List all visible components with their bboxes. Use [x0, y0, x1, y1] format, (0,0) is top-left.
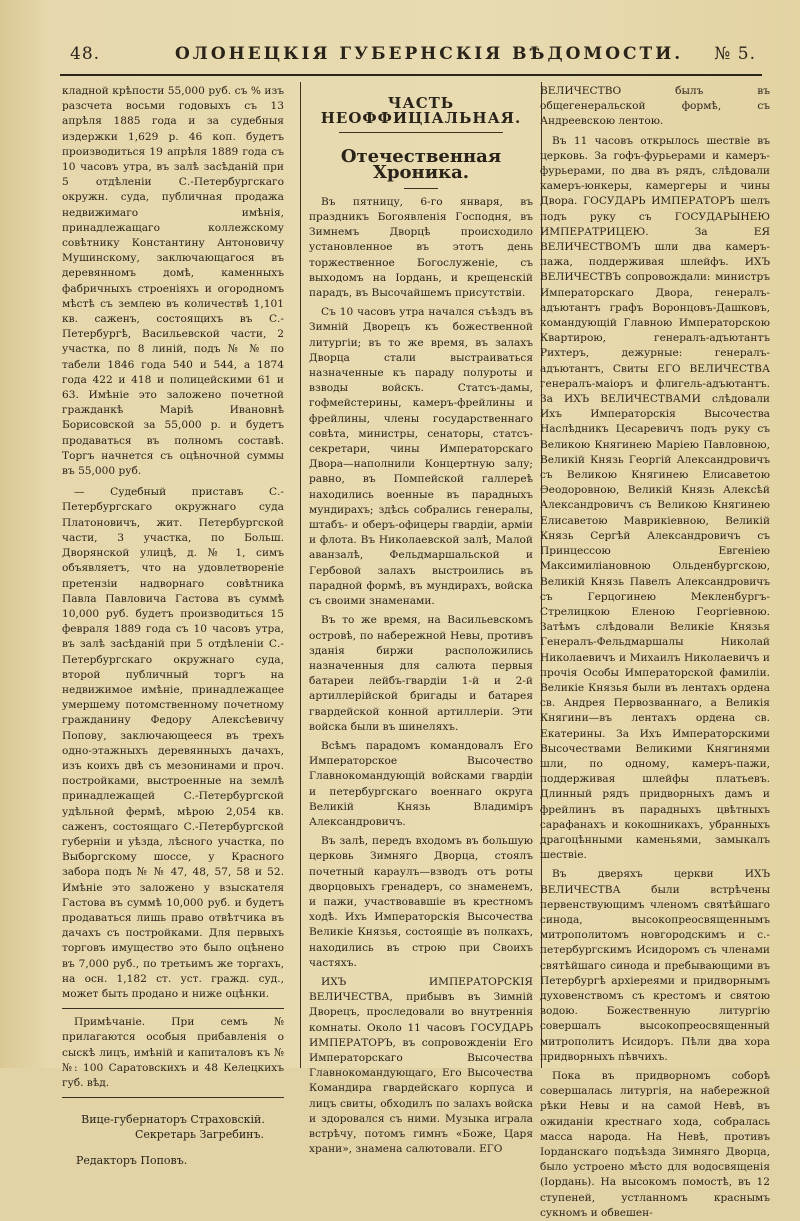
chronicle-paragraph: Съ 10 часовъ утра начался съѣздъ въ Зимній Дворецъ къ божественной литургіи; въ то же время, въ залахъ Дворца стали выстраиваться назначенные къ параду полуроты и взводы войскъ. Статсъ-дамы, гофмейстерины, камеръ-фрейлины и фрейлины, члены государственнаго совѣта, министры, сенаторы, статсъ-секретари, чины Императорскаго Двора—наполнили Концертную залу; равно, въ Помпейской галлереѣ находились военные въ парадныхъ мундирахъ; здѣсь собрались генералы, штабъ- и оберъ-офицеры гвардіи, арміи и флота. Въ Николаевской залѣ, Малой аванзалѣ, Фельдмаршальской и Гербовой залахъ выстроились въ парадной формѣ, въ мундирахъ, войска съ своими знаменами. — [309, 306, 533, 608]
page-number: 48. — [70, 44, 101, 64]
newspaper-title: ОЛОНЕЦКІЯ ГУБЕРНСКІЯ ВѢДОМОСТИ. — [175, 44, 684, 64]
chronicle-paragraph: Въ то же время, на Васильевскомъ островѣ, по набережной Невы, противъ зданія биржи расположились назначенныя для салюта первыя батареи лейбъ-гвардіи 1-й и 2-й артиллерійской бригады и батарея гвардейской конной артиллеріи. Эти войска были въ шинеляхъ. — [309, 614, 533, 733]
note-paragraph: Примѣчаніе. При семъ № прилагаются особыя прибавленія о сыскѣ лицъ, имѣній и капиталовъ къ №№: 100 Саратовскихъ и 48 Келецкихъ губ. вѣд. — [62, 1016, 284, 1089]
middle-column — [300, 82, 542, 1156]
chronicle-paragraph: Пока въ придворномъ соборѣ совершалась литургія, на набережной рѣки Невы и на самой Невѣ, въ ожиданіи крестнаго хода, собралась масса народа. На Невѣ, противъ Іорданскаго подъѣзда Зимняго Дворца, было устроено мѣсто для водосвященія (Іордань). На высокомъ помостѣ, въ 12 ступеней, устланномъ краснымъ сукномъ и обвешен- — [540, 1070, 770, 1219]
chronicle-paragraph: Въ дверяхъ церкви ИХЪ ВЕЛИЧЕСТВА были встрѣчены первенствующимъ членомъ святѣйшаго синода, высокопреосвященнымъ митрополитомъ новгородскимъ и с.-петербургскимъ Исидоромъ съ членами святѣйшаго синода и пребывающими въ Петербургѣ архіереями и придворнымъ духовенствомъ съ крестомъ и святою водою. Божественную литургію совершалъ высокопреосвященный митрополитъ Исидоръ. Пѣли два хора придворныхъ пѣвчихъ. — [540, 868, 770, 1063]
divider — [339, 132, 503, 133]
section-title: ЧАСТЬ НЕОФФИЦІАЛЬНАЯ. — [320, 94, 522, 128]
auction-notice-2: — Судебный приставъ С.-Петербургскаго окружнаго суда Платоновичъ, жит. Петербургской части, 3 участка, по Больш. Дворянской улицѣ, д. № 1, симъ объявляетъ, что на удовлетвореніе претензіи надворнаго совѣтника Павла Павловича Гастова въ суммѣ 10,000 руб. будетъ производиться 15 февраля 1889 года съ 10 часовъ утра, въ залѣ засѣданій при 5 отдѣленіи С.-Петербургскаго окружнаго суда, второй публичный торгъ на недвижимое имѣніе, принадлежащее умершему потомственному почетному гражданину Федору Алексѣевичу Попову, заключающееся въ трехъ одно-этажныхъ деревянныхъ дачахъ, изъ коихъ двѣ съ мезонинами и проч. постройками, выстроенные на землѣ принадлежащей С.-Петербургской удѣльной фермѣ, мѣрою 2,054 кв. саженъ, состоящаго С.-Петербургской губерніи и уѣзда, лѣсного участка, по Выборгскому шоссе, у Красного забора подъ № № 47, 48, 57, 58 и 52. Имѣніе это заложено у взыскателя Гастова въ суммѣ 10,000 руб. и будетъ продаваться лишь право отвѣтчика въ дачахъ съ постройками. Для первыхъ торговъ имущество это было оцѣнено въ 7,000 руб., по третьимъ же торгахъ, на осн. 1,182 ст. уст. гражд. суд., может быть продано и ниже оцѣнки. — [62, 486, 284, 1000]
vice-governor-signature: Вице-губернаторъ Страховскій. — [81, 1113, 265, 1127]
chronicle-paragraph: Въ 11 часовъ открылось шествіе въ церковь. За гофъ-фурьерами и камеръ-фурьерами, по два въ рядъ, слѣдовали камеръ-юнкеры, камергеры и чины Двора. ГОСУДАРЬ ИМПЕРАТОРЪ шелъ подъ руку съ ГОСУДАРЫНЕЮ ИМПЕРАТРИЦЕЮ. За ЕЯ ВЕЛИЧЕСТВОМЪ шли два камеръ-пажа, поддерживая шлейфъ. ИХЪ ВЕЛИЧЕСТВЪ сопровождали: министръ Императорскаго Двора, генералъ-адъютантъ графъ Воронцовъ-Дашковъ, командующій Главною Императорскою Квартирою, генералъ-адъютантъ Рихтеръ, дежурные: генералъ-адъютантъ, Свиты ЕГО ВЕЛИЧЕСТВА генералъ-маіоръ и флигель-адъютантъ. За ИХЪ ВЕЛИЧЕСТВАМИ слѣдовали Ихъ Императорскія Высочества Наслѣдникъ Цесаревичъ подъ руку съ Великою Княгинею Маріею Павловною, Великій Князь Георгій Александровичъ съ Великою Княгинею Елисаветою Ѳеодоровною, Великій Князь Алексѣй Александровичъ съ Великою Княгинею Елисаветою Маврикіевною, Великій Князь Сергѣй Александровичъ съ Принцессою Евгеніею Максимиліановною Ольденбургскою, Великій Князь Павелъ Александровичъ съ Герцогинею Мекленбургъ-Стрелицкою Еленою Георгіевною. Затѣмъ слѣдовали Великіе Князья Генералъ-Фельдмаршалы Николай Николаевичъ и Михаилъ Николаевичъ и прочія Особы Императорской фамиліи. Великіе Князья были въ лентахъ ордена св. Андрея Первозваннаго, а Великія Княгини—въ лентахъ ордена св. Екатерины. За Ихъ Императорскими Высочествами Великими Княгинями шли, по одному, камеръ-пажи, поддерживая шлейфы платьевъ. Длинный рядъ придворныхъ дамъ и фрейлинъ въ парадныхъ цвѣтныхъ сарафанахъ и кокошникахъ, убранныхъ драгоцѣнными каменьями, замыкалъ шествіе. — [540, 134, 770, 862]
issue-number: № 5. — [714, 44, 756, 64]
chronicle-paragraph: ИХЪ ИМПЕРАТОРСКІЯ ВЕЛИЧЕСТВА, прибывъ въ Зимній Дворецъ, проследовали во внутреннія комнаты. Около 11 часовъ ГОСУДАРЬ ИМПЕРАТОРЪ, въ сопровожденіи Его Императорскаго Высочества Главнокомандующаго, Его Высочества Командира гвардейскаго корпуса и лицъ свиты, обходилъ по залахъ войска и здоровался съ ними. Музыка играла встрѣчу, потомъ гимнъ «Боже, Царя храни», знамена салютовали. ЕГО — [309, 975, 533, 1156]
chronicle-paragraph: Въ залѣ, передъ входомъ въ большую церковь Зимняго Дворца, стоялъ почетный караулъ—взводъ отъ роты дворцовыхъ гренадеръ, со знаменемъ, и пажи, участвовавшіе въ крестномъ ходѣ. Ихъ Императорскія Высочества Великіе Князья, состоящіе въ полкахъ, находились въ строю при Своихъ частяхъ. — [309, 835, 533, 969]
page-header — [60, 34, 762, 76]
editor-signature: Редакторъ Поповъ. — [76, 1153, 188, 1167]
chronicle-paragraph: ВЕЛИЧЕСТВО былъ въ общегенеральской формѣ, съ Андреевскою лентою. — [540, 85, 770, 128]
divider — [62, 1097, 284, 1098]
chronicle-paragraph: Въ пятницу, 6-го января, въ праздникъ Богоявленія Господня, въ Зимнемъ Дворцѣ происходило установленное въ этотъ день торжественное Богослуженіе, съ выходомъ на Іордань, и крещенскій парадъ, въ Высочайшемъ присутствіи. — [309, 195, 533, 300]
secretary-signature: Секретарь Загребинъ. — [134, 1128, 264, 1142]
auction-notice-1: кладной крѣпости 55,000 руб. съ % изъ разсчета восьми годовыхъ съ 13 апрѣля 1885 года и за судебныя издержки 1,629 р. 46 коп. будетъ производиться 19 апрѣля 1889 года съ 10 часовъ утра, въ залѣ засѣданій при 5 отдѣленіи С.-Петербургскаго окружн. суда, публичная продажа недвижимаго имѣнія, принадлежащаго коллежскому совѣтнику Константину Антоновичу Мушинскому, заключающагося въ деревянномъ домѣ, каменныхъ фабричныхъ строеніяхъ и огородномъ мѣстѣ съ землею въ количествѣ 1,101 кв. саженъ, состоящихъ въ С.-Петербургѣ, Васильевской части, 2 участка, по 8 линій, подъ № № по табели 1846 года 540 и 544, а 1874 года 422 и 418 и полицейскими 61 и 63. Имѣніе это заложено почетной гражданкѣ Маріѣ Ивановнѣ Борисовской за 55,000 р. и будетъ продаваться въ полномъ составѣ. Торгъ начнется съ оцѣночной суммы въ 55,000 руб. — [62, 85, 284, 478]
chronicle-title: Отечественная Хроника. — [340, 146, 502, 183]
left-column — [62, 84, 284, 1168]
chronicle-paragraph: Всѣмъ парадомъ командовалъ Его Императорское Высочество Главнокомандующій войсками гвардіи и петербургскаго военнаго округа Великій Князь Владиміръ Александровичъ. — [309, 739, 533, 828]
divider — [404, 188, 438, 189]
divider — [62, 1008, 284, 1009]
right-column — [540, 84, 770, 1221]
